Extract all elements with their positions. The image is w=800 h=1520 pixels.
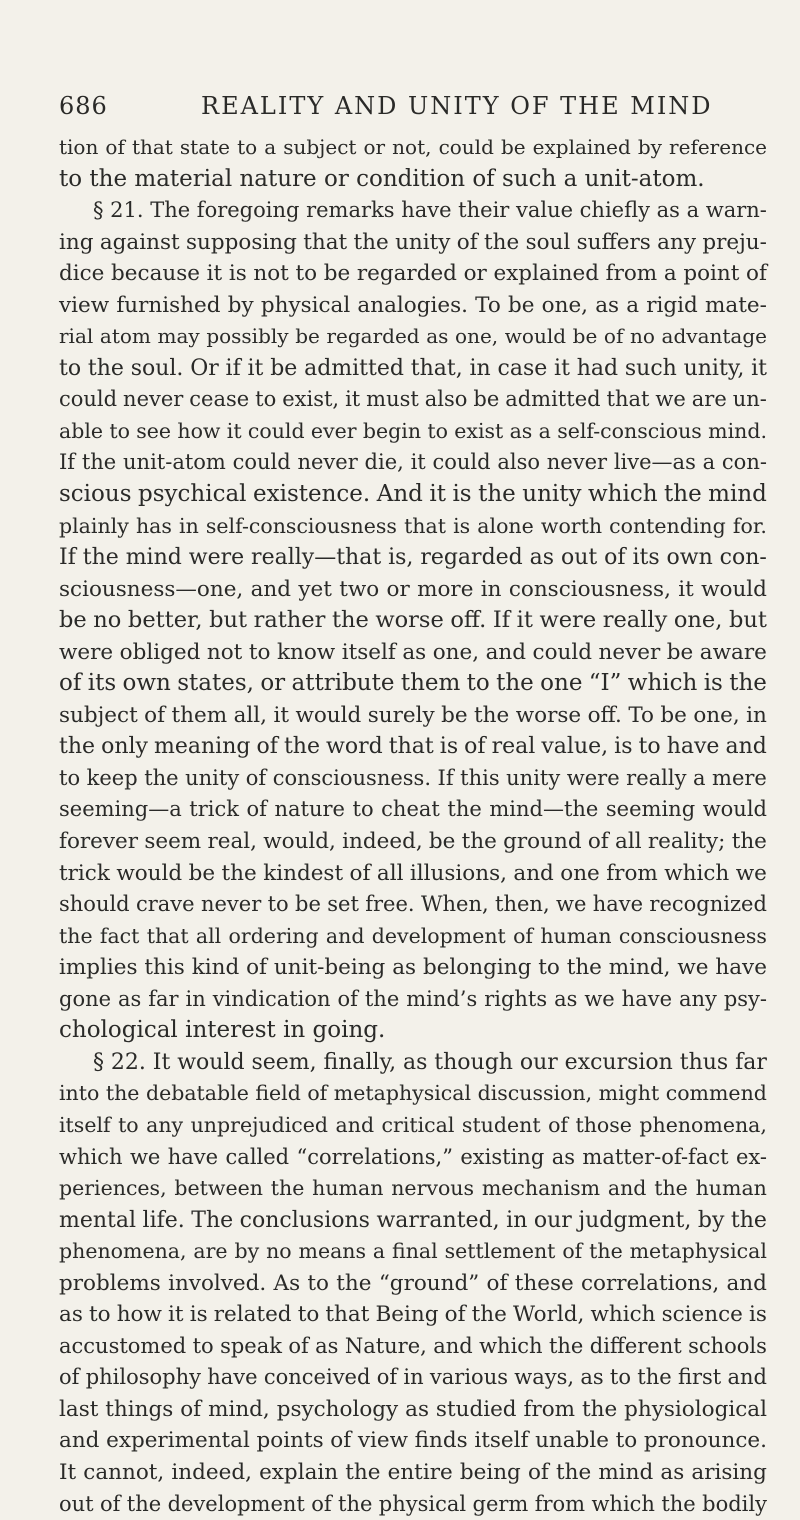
text-line: to keep the unity of consciousness. If this unity were really a mere bbox=[59, 765, 767, 790]
text-line: view furnished by physical analogies. To be one, as a rigid mate- bbox=[59, 292, 767, 318]
text-line: tion of that state to a subject or not, could be explained by reference bbox=[59, 135, 767, 159]
text-line: of its own states, or attribute them to the one “I” which is the bbox=[59, 670, 767, 697]
text-line: phenomena, are by no means a final settlement of the metaphysical bbox=[59, 1239, 767, 1264]
running-title: REALITY AND UNITY OF THE MIND bbox=[201, 92, 713, 120]
text-line: chological interest in going. bbox=[59, 1017, 386, 1044]
running-header bbox=[59, 88, 713, 124]
text-line: were obliged not to know itself as one, and could never be aware bbox=[59, 639, 767, 665]
text-line: problems involved. As to the “ground” of these correlations, and bbox=[59, 1270, 767, 1296]
text-line: accustomed to speak of as Nature, and which the different schools bbox=[59, 1333, 767, 1358]
text-line: able to see how it could ever begin to exist as a self-conscious mind. bbox=[59, 418, 767, 443]
page-number: 686 bbox=[59, 92, 108, 120]
text-line: sciousness—one, and yet two or more in consciousness, it would bbox=[59, 576, 767, 602]
text-line: the only meaning of the word that is of real value, is to have and bbox=[59, 734, 767, 760]
text-line: forever seem real, would, indeed, be the ground of all reality; the bbox=[59, 829, 767, 855]
text-line: § 22. It would seem, finally, as though our excursion thus far bbox=[93, 1049, 767, 1075]
text-line: mental life. The conclusions warranted, in our judgment, by the bbox=[59, 1207, 767, 1233]
text-line: as to how it is related to that Being of the World, which science is bbox=[59, 1302, 767, 1328]
text-line: the fact that all ordering and development of human consciousness bbox=[59, 923, 767, 948]
text-line: into the debatable field of metaphysical discussion, might commend bbox=[59, 1081, 767, 1106]
text-line: to the material nature or condition of such a unit-atom. bbox=[59, 165, 705, 192]
text-line: periences, between the human nervous mechanism and the human bbox=[59, 1176, 767, 1201]
text-line: ing against supposing that the unity of the soul suffers any preju- bbox=[59, 229, 767, 255]
body-text bbox=[59, 132, 767, 1520]
text-line: subject of them all, it would surely be the worse off. To be one, in bbox=[59, 702, 767, 728]
text-line: If the mind were really—that is, regarded as out of its own con- bbox=[59, 545, 767, 571]
text-line: which we have called “correlations,” existing as matter-of-fact ex- bbox=[59, 1144, 767, 1169]
text-line: implies this kind of unit-being as belonging to the mind, we have bbox=[59, 955, 767, 981]
text-line: be no better, but rather the worse off. If it were really one, but bbox=[59, 607, 767, 634]
text-line: It cannot, indeed, explain the entire being of the mind as arising bbox=[59, 1459, 767, 1485]
text-line: and experimental points of view finds itself unable to pronounce. bbox=[59, 1428, 767, 1454]
text-line: seeming—a trick of nature to cheat the mind—the seeming would bbox=[59, 797, 767, 822]
text-line: dice because it is not to be regarded or explained from a point of bbox=[59, 261, 767, 287]
text-line: plainly has in self-consciousness that is alone worth contending for. bbox=[59, 513, 767, 538]
text-line: scious psychical existence. And it is the unity which the mind bbox=[59, 481, 767, 508]
text-line: of philosophy have conceived of in various ways, as to the first and bbox=[59, 1365, 767, 1390]
text-line: out of the development of the physical germ from which the bodily bbox=[59, 1491, 767, 1516]
text-line: last things of mind, psychology as studied from the physiological bbox=[59, 1396, 767, 1422]
text-line: § 21. The foregoing remarks have their value chiefly as a warn- bbox=[93, 198, 767, 223]
text-line: itself to any unprejudiced and critical student of those phenomena, bbox=[59, 1112, 767, 1137]
text-line: could never cease to exist, it must also be admitted that we are un- bbox=[59, 387, 767, 412]
text-line: trick would be the kindest of all illusions, and one from which we bbox=[59, 860, 767, 886]
text-line: gone as far in vindication of the mind’s rights as we have any psy- bbox=[59, 986, 767, 1011]
text-line: rial atom may possibly be regarded as one, would be of no advantage bbox=[59, 324, 767, 349]
text-line: should crave never to be set free. When, then, we have recognized bbox=[59, 892, 767, 917]
text-line: to the soul. Or if it be admitted that, in case it had such unity, it bbox=[59, 355, 767, 381]
text-line: If the unit-atom could never die, it could also never live—as a con- bbox=[59, 450, 767, 475]
